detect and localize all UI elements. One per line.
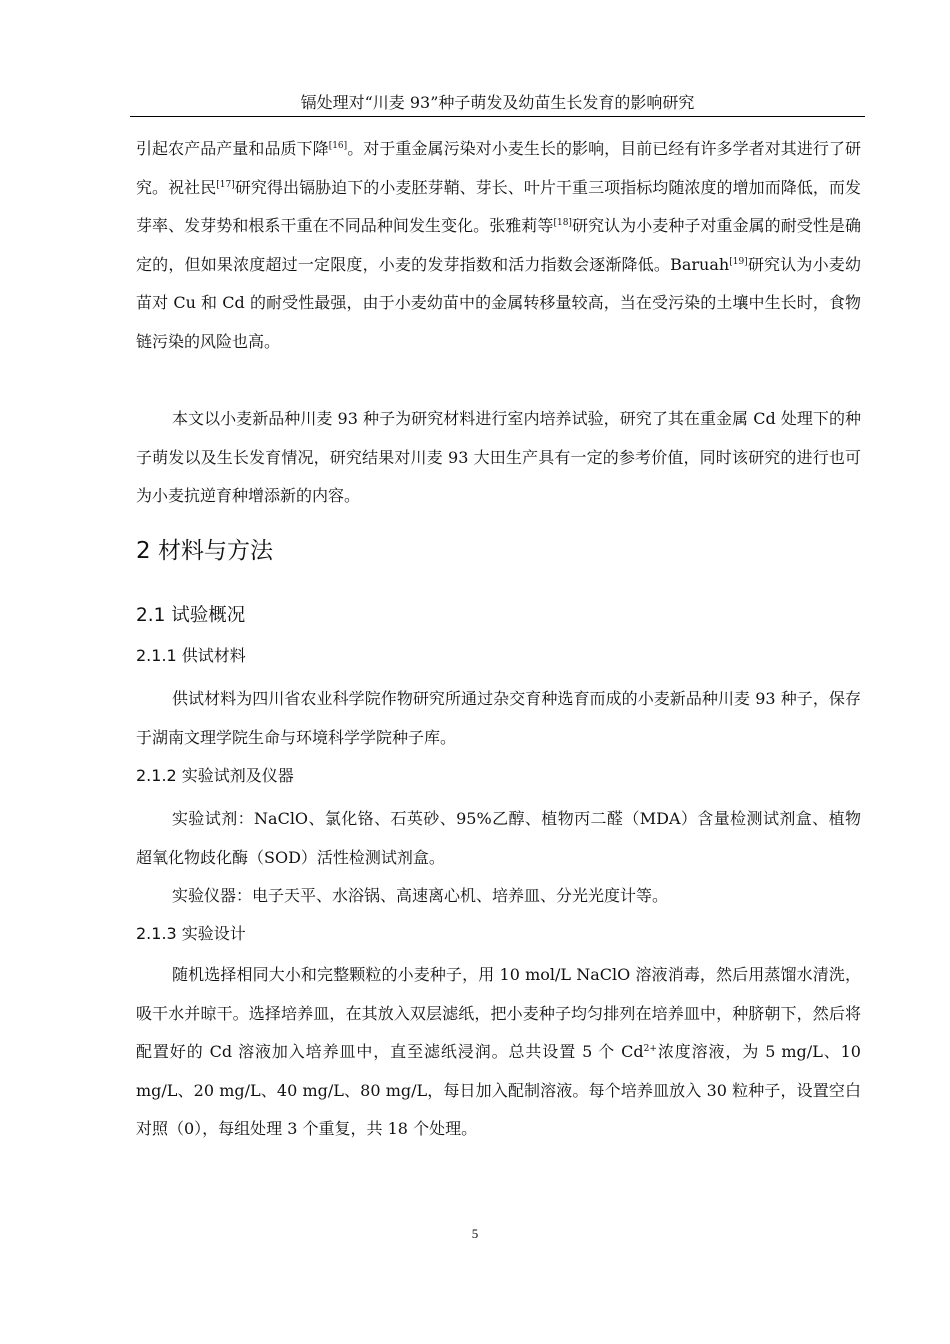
- reagents-paragraph: 实验试剂：NaClO、氯化铬、石英砂、95%乙醇、植物丙二醛（MDA）含量检测试剂盒、植物超氧化物歧化酶（SOD）活性检测试剂盒。: [136, 809, 861, 867]
- text-segment: 研究得出镉胁迫下的小麦胚芽鞘、芽长、叶片干重三项指标均随浓度的增加而降低，而发芽率、发芽势和根系干重在不同品种间发生变化。张雅莉等: [136, 177, 861, 236]
- text-segment: 研究认为小麦种子对重金属的耐受性是确定的，但如果浓度超过一定限度，小麦的发芽指数和活力指数会逐渐降低。Baruah: [136, 216, 861, 274]
- subsubsection-heading: 2.1.3 实验设计: [136, 924, 246, 943]
- instruments-paragraph: 实验仪器：电子天平、水浴锅、高速离心机、培养皿、分光光度计等。: [172, 886, 669, 905]
- running-header: 镉处理对“川麦 93”种子萌发及幼苗生长发育的影响研究: [130, 90, 865, 117]
- design-paragraph: [136, 956, 861, 1149]
- text-segment: 浓度溶液，为 5 mg/L、10 mg/L、20 mg/L、40 mg/L、80 mg/L，每日加入配制溶液。每个培养皿放入 30 粒种子，设置空白对照（0），每组处理 3 个重复，共 18 个处理。: [136, 1042, 861, 1139]
- text-segment: 引起农产品产量和品质下降: [136, 139, 329, 158]
- citation-ref[interactable]: [17]: [216, 179, 235, 190]
- citation-ref[interactable]: [16]: [328, 141, 348, 151]
- subsection-heading: 2.1 试验概况: [136, 605, 246, 626]
- subsubsection-heading: 2.1.2 实验试剂及仪器: [136, 766, 294, 785]
- text-segment: 研究认为小麦幼苗对 Cu 和 Cd 的耐受性最强，由于小麦幼苗中的金属转移量较高，当在受污染的土壤中生长时，食物链污染的风险也高。: [136, 254, 861, 351]
- materials-paragraph: 供试材料为四川省农业科学院作物研究所通过杂交育种选育而成的小麦新品种川麦 93 种子，保存于湖南文理学院生命与环境科学学院种子库。: [136, 689, 861, 747]
- citation-ref[interactable]: [18]: [553, 218, 572, 229]
- ion-charge: 2+: [643, 1044, 657, 1055]
- text-segment: 。对于重金属污染对小麦生长的影响，目前已经有许多学者对其进行了研究。祝社民: [136, 139, 861, 197]
- subsubsection-heading: 2.1.1 供试材料: [136, 646, 246, 665]
- intro-paragraph-2: 本文以小麦新品种川麦 93 种子为研究材料进行室内培养试验，研究了其在重金属 Cd 处理下的种子萌发以及生长发育情况，研究结果对川麦 93 大田生产具有一定的参考价值，同时该研究的进行也可为小麦抗逆育种增添新的内容。: [136, 409, 861, 506]
- intro-paragraph-1: [136, 130, 861, 362]
- page-number: 5: [471, 1226, 479, 1241]
- text-segment: 随机选择相同大小和完整颗粒的小麦种子，用 10 mol/L NaClO 溶液消毒，然后用蒸馏水清洗，吸干水并晾干。选择培养皿，在其放入双层滤纸，把小麦种子均匀排列在培养皿中，种脐朝下，然后将配置好的 Cd 溶液加入培养皿中，直至滤纸浸润。总共设置 5 个 Cd: [136, 965, 861, 1062]
- section-heading: 2 材料与方法: [136, 538, 273, 564]
- citation-ref[interactable]: [19]: [729, 256, 748, 267]
